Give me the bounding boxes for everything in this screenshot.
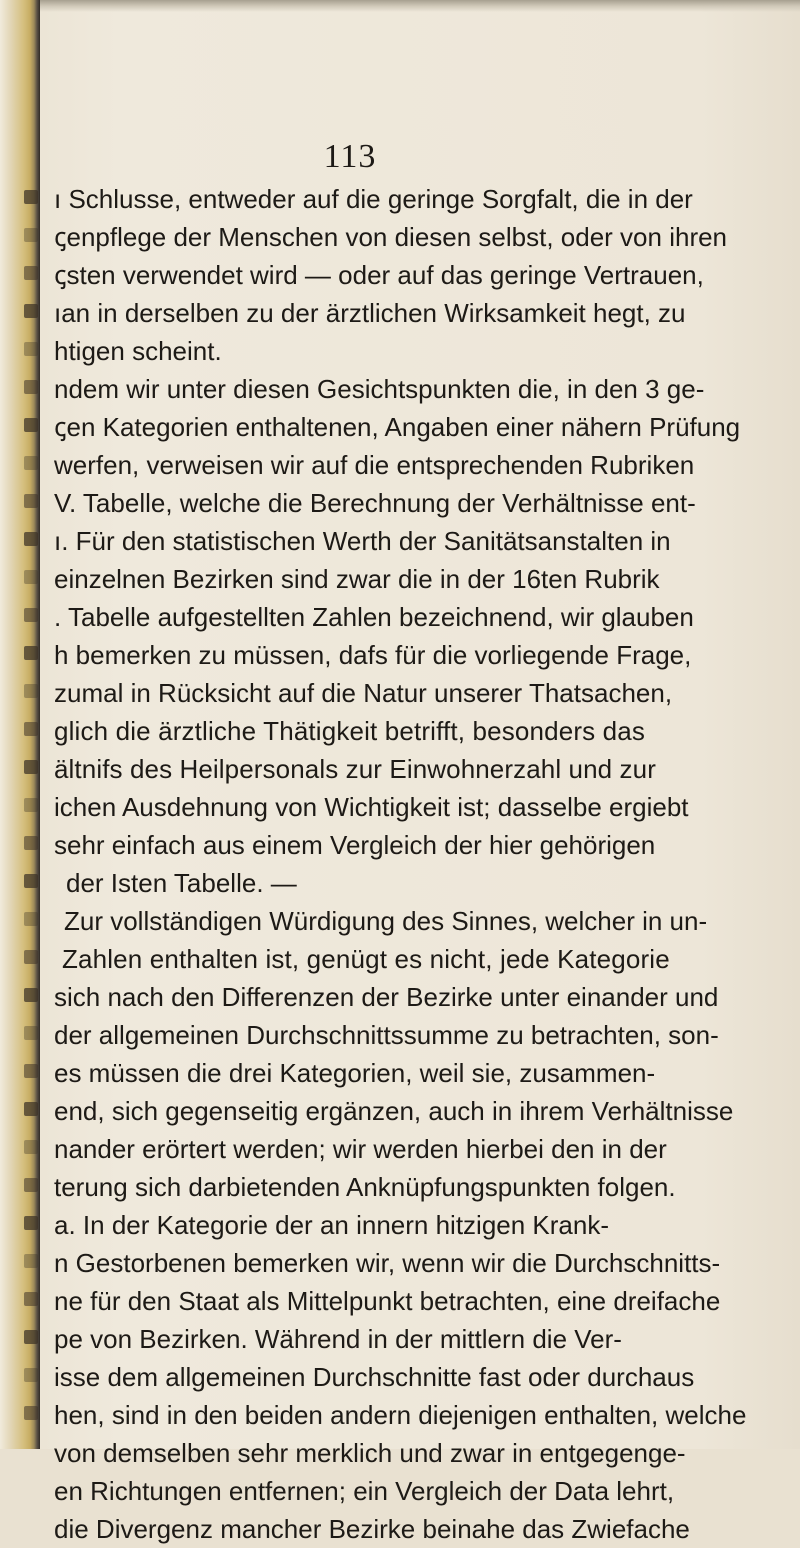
text-line: ꞔenpflege der Menschen von diesen selbst, oder von ihren: [54, 222, 728, 252]
text-line: Zahlen enthalten ist, genügt es nicht, jede Kategorie: [62, 944, 670, 974]
text-line: Zur vollständigen Würdigung des Sinnes, welcher in un-: [64, 906, 708, 936]
binding-shadow-mark: [24, 456, 38, 470]
page-number: 113: [323, 138, 377, 175]
binding-shadow-mark: [24, 1216, 38, 1230]
binding-shadow-mark: [24, 494, 38, 508]
binding-shadow-mark: [24, 722, 38, 736]
text-line: sich nach den Differenzen der Bezirke unter einander und: [54, 982, 719, 1012]
text-line: ı Schlusse, entweder auf die geringe Sorgfalt, die in der: [54, 184, 693, 214]
binding-shadow-mark: [24, 380, 38, 394]
text-line: sehr einfach aus einem Vergleich der hier gehörigen: [54, 830, 656, 860]
binding-shadow-mark: [24, 1140, 38, 1154]
binding-shadow-mark: [24, 684, 38, 698]
text-line: ältnifs des Heilpersonals zur Einwohnerzahl und zur: [54, 754, 656, 784]
binding-shadow-mark: [24, 190, 38, 204]
text-line: die Divergenz mancher Bezirke beinahe das Zwiefache: [54, 1514, 690, 1544]
text-line: ꞔsten verwendet wird — oder auf das geringe Vertrauen,: [54, 260, 704, 290]
text-line: terung sich darbietenden Anknüpfungspunkten folgen.: [54, 1172, 676, 1202]
text-line: ı. Für den statistischen Werth der Sanitätsanstalten in: [54, 526, 671, 556]
binding-shadow-mark: [24, 912, 38, 926]
text-line: isse dem allgemeinen Durchschnitte fast oder durchaus: [54, 1362, 695, 1392]
text-line: einzelnen Bezirken sind zwar die in der 16ten Rubrik: [54, 564, 660, 594]
binding-shadow-mark: [24, 760, 38, 774]
text-line: von demselben sehr merklich und zwar in entgegenge-: [54, 1438, 686, 1468]
binding-shadow-mark: [24, 1330, 38, 1344]
text-line: ndem wir unter diesen Gesichtspunkten die, in den 3 ge-: [54, 374, 705, 404]
binding-shadow-mark: [24, 532, 38, 546]
text-line: htigen scheint.: [54, 336, 222, 366]
text-line: zumal in Rücksicht auf die Natur unserer Thatsachen,: [54, 678, 673, 708]
page-top-edge: [0, 0, 800, 12]
binding-shadow-mark: [24, 1026, 38, 1040]
text-line: ıan in derselben zu der ärztlichen Wirksamkeit hegt, zu: [54, 298, 686, 328]
binding-shadow-mark: [24, 228, 38, 242]
text-line: end, sich gegenseitig ergänzen, auch in ihrem Verhältnisse: [54, 1096, 734, 1126]
text-line: ichen Ausdehnung von Wichtigkeit ist; dasselbe ergiebt: [54, 792, 689, 822]
binding-shadow-mark: [24, 798, 38, 812]
text-line: a. In der Kategorie der an innern hitzigen Krank-: [54, 1210, 610, 1240]
text-line: . Tabelle aufgestellten Zahlen bezeichnend, wir glauben: [54, 602, 694, 632]
binding-shadow-mark: [24, 608, 38, 622]
text-line: ne für den Staat als Mittelpunkt betrachten, eine dreifache: [54, 1286, 721, 1316]
text-line: werfen, verweisen wir auf die entsprechenden Rubriken: [54, 450, 695, 480]
binding-shadow-mark: [24, 266, 38, 280]
binding-shadow-mark: [24, 304, 38, 318]
text-line: en Richtungen entfernen; ein Vergleich der Data lehrt,: [54, 1476, 675, 1506]
body-text: [54, 180, 784, 1548]
book-binding: [0, 0, 40, 1449]
text-line: ꞔen Kategorien enthaltenen, Angaben einer nähern Prüfung: [54, 412, 741, 442]
text-line: glich die ärztliche Thätigkeit betrifft, besonders das: [54, 716, 646, 746]
binding-shadow-mark: [24, 988, 38, 1002]
binding-shadow-mark: [24, 418, 38, 432]
binding-shadow-mark: [24, 950, 38, 964]
binding-shadow-mark: [24, 1368, 38, 1382]
binding-shadow-mark: [24, 1178, 38, 1192]
text-line: h bemerken zu müssen, dafs für die vorliegende Frage,: [54, 640, 692, 670]
text-line: es müssen die drei Kategorien, weil sie, zusammen-: [54, 1058, 656, 1088]
binding-shadow-mark: [24, 1102, 38, 1116]
binding-shadow-mark: [24, 342, 38, 356]
binding-shadow-mark: [24, 570, 38, 584]
binding-shadow-mark: [24, 874, 38, 888]
binding-shadow-mark: [24, 1406, 38, 1420]
binding-shadow-mark: [24, 836, 38, 850]
binding-shadow-mark: [24, 1292, 38, 1306]
text-line: nander erörtert werden; wir werden hierbei den in der: [54, 1134, 667, 1164]
text-line: pe von Bezirken. Während in der mittlern die Ver-: [54, 1324, 622, 1354]
text-line: n Gestorbenen bemerken wir, wenn wir die Durchschnitts-: [54, 1248, 721, 1278]
text-line: der allgemeinen Durchschnittssumme zu betrachten, son-: [54, 1020, 719, 1050]
binding-shadow-mark: [24, 1254, 38, 1268]
text-line: hen, sind in den beiden andern diejenigen enthalten, welche: [54, 1400, 747, 1430]
text-line: der Isten Tabelle. —: [66, 868, 297, 898]
binding-shadow-mark: [24, 646, 38, 660]
text-line: V. Tabelle, welche die Berechnung der Verhältnisse ent-: [54, 488, 696, 518]
binding-shadow-mark: [24, 1064, 38, 1078]
